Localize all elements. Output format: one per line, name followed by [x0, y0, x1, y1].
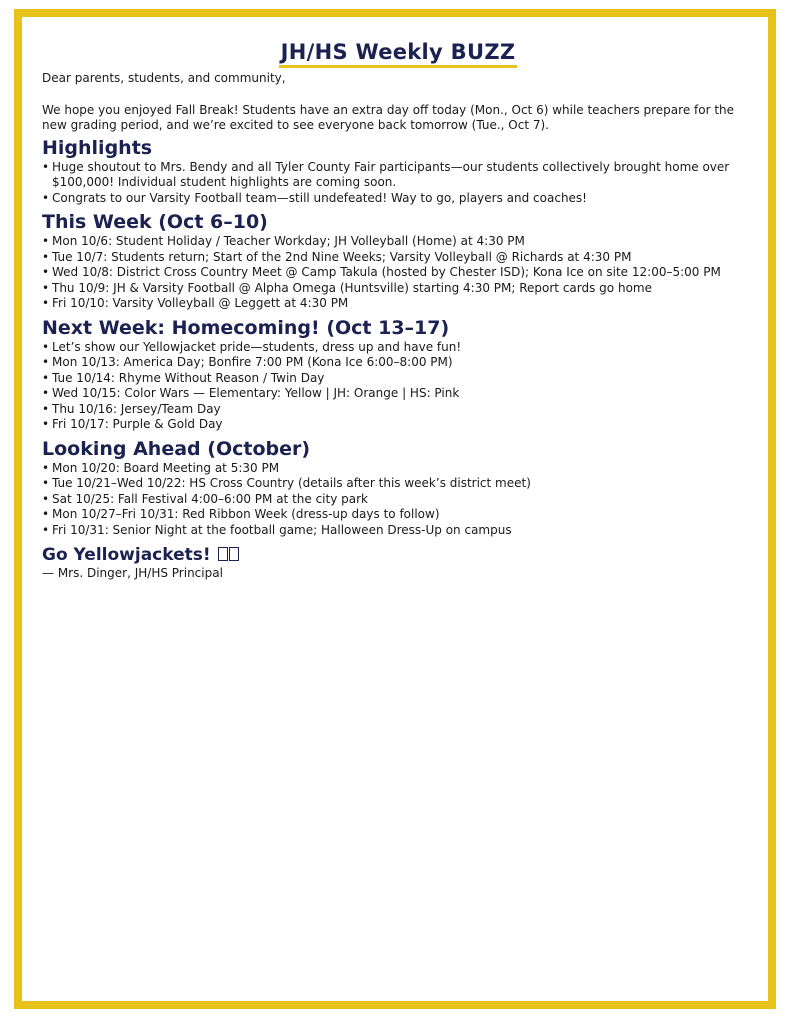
list-item — [42, 250, 754, 266]
looking-ahead-list — [42, 461, 754, 539]
list-item — [42, 355, 754, 371]
list-item-text: Mon 10/27–Fri 10/31: Red Ribbon Week (dress-up days to follow) — [52, 507, 440, 521]
list-item — [42, 265, 754, 281]
closing-cheer — [42, 544, 754, 566]
page-border-frame — [14, 9, 776, 1009]
list-item-text: Huge shoutout to Mrs. Bendy and all Tyler County Fair participants—our students collectively brought home over $100,000! Individual student highlights are coming soon. — [52, 159, 730, 189]
bullet: • — [42, 265, 50, 279]
bullet: • — [42, 355, 50, 369]
closing-cheer-text: Go Yellowjackets! — [42, 545, 211, 565]
title-wrap — [42, 39, 754, 68]
list-item-text: Wed 10/8: District Cross Country Meet @ Camp Takula (hosted by Chester ISD); Kona Ice on site 12:00–5:00 PM — [52, 265, 721, 279]
missing-glyph-icon — [229, 547, 239, 561]
list-item — [42, 234, 754, 250]
list-item-text: Mon 10/13: America Day; Bonfire 7:00 PM (Kona Ice 6:00–8:00 PM) — [52, 355, 453, 369]
bullet: • — [42, 401, 50, 416]
bullet: • — [42, 460, 50, 475]
list-item-text: Let’s show our Yellowjacket pride—students, dress up and have fun! — [52, 339, 462, 354]
list-item-text: Thu 10/16: Jersey/Team Day — [52, 401, 221, 416]
list-item-text: Fri 10/10: Varsity Volleyball @ Leggett at 4:30 PM — [52, 296, 349, 310]
list-item-text: Tue 10/7: Students return; Start of the 2nd Nine Weeks; Varsity Volleyball @ Richards at 4:30 PM — [52, 249, 632, 264]
bullet: • — [42, 491, 50, 506]
this-week-heading: This Week (Oct 6–10) — [42, 211, 268, 233]
list-item — [42, 281, 754, 297]
intro-paragraph: We hope you enjoyed Fall Break! Students have an extra day off today (Mon., Oct 6) while teachers prepare for the new grading period, and we’re excited to see everyone back tomorrow (Tue., Oct 7). — [42, 102, 735, 132]
bullet: • — [42, 522, 50, 537]
newsletter-content — [42, 39, 754, 580]
list-item — [42, 340, 754, 356]
bullet: • — [42, 190, 50, 205]
list-item-text: Congrats to our Varsity Football team—still undefeated! Way to go, players and coaches! — [52, 190, 587, 205]
greeting: Dear parents, students, and community, — [42, 71, 286, 85]
signature: — Mrs. Dinger, JH/HS Principal — [42, 566, 223, 580]
this-week-list — [42, 234, 754, 312]
list-item — [42, 386, 754, 402]
list-item — [42, 492, 754, 508]
list-item — [42, 191, 754, 207]
bullet: • — [42, 249, 50, 264]
highlights-list — [42, 160, 754, 207]
list-item-text: Tue 10/14: Rhyme Without Reason / Twin Day — [52, 370, 325, 385]
list-item-text: Wed 10/15: Color Wars — Elementary: Yellow | JH: Orange | HS: Pink — [52, 386, 460, 400]
bullet: • — [42, 296, 50, 310]
list-item-text: Tue 10/21–Wed 10/22: HS Cross Country (details after this week’s district meet) — [52, 476, 531, 490]
bullet: • — [42, 159, 50, 174]
bullet: • — [42, 417, 50, 431]
bullet: • — [42, 507, 50, 521]
list-item — [42, 417, 754, 433]
bullet: • — [42, 386, 50, 400]
next-week-heading: Next Week: Homecoming! (Oct 13–17) — [42, 316, 450, 339]
list-item — [42, 160, 754, 191]
list-item — [42, 296, 754, 312]
list-item — [42, 461, 754, 477]
bullet: • — [42, 280, 50, 295]
list-item-text: Thu 10/9: JH & Varsity Football @ Alpha Omega (Huntsville) starting 4:30 PM; Report cards go home — [52, 280, 652, 295]
list-item-text: Mon 10/20: Board Meeting at 5:30 PM — [52, 460, 280, 475]
looking-ahead-heading: Looking Ahead (October) — [42, 437, 311, 460]
list-item — [42, 402, 754, 418]
bullet: • — [42, 476, 50, 490]
list-item-text: Mon 10/6: Student Holiday / Teacher Workday; JH Volleyball (Home) at 4:30 PM — [52, 234, 525, 248]
list-item — [42, 476, 754, 492]
list-item — [42, 371, 754, 387]
list-item-text: Fri 10/31: Senior Night at the football game; Halloween Dress-Up on campus — [52, 522, 512, 537]
bullet: • — [42, 370, 50, 385]
list-item-text: Fri 10/17: Purple & Gold Day — [52, 417, 223, 431]
bullet: • — [42, 339, 50, 354]
bullet: • — [42, 234, 50, 248]
next-week-list — [42, 340, 754, 433]
list-item — [42, 507, 754, 523]
page-title: JH/HS Weekly BUZZ — [279, 39, 518, 68]
highlights-heading: Highlights — [42, 136, 153, 159]
list-item — [42, 523, 754, 539]
missing-glyph-icon — [218, 547, 228, 561]
list-item-text: Sat 10/25: Fall Festival 4:00–6:00 PM at the city park — [52, 491, 368, 506]
